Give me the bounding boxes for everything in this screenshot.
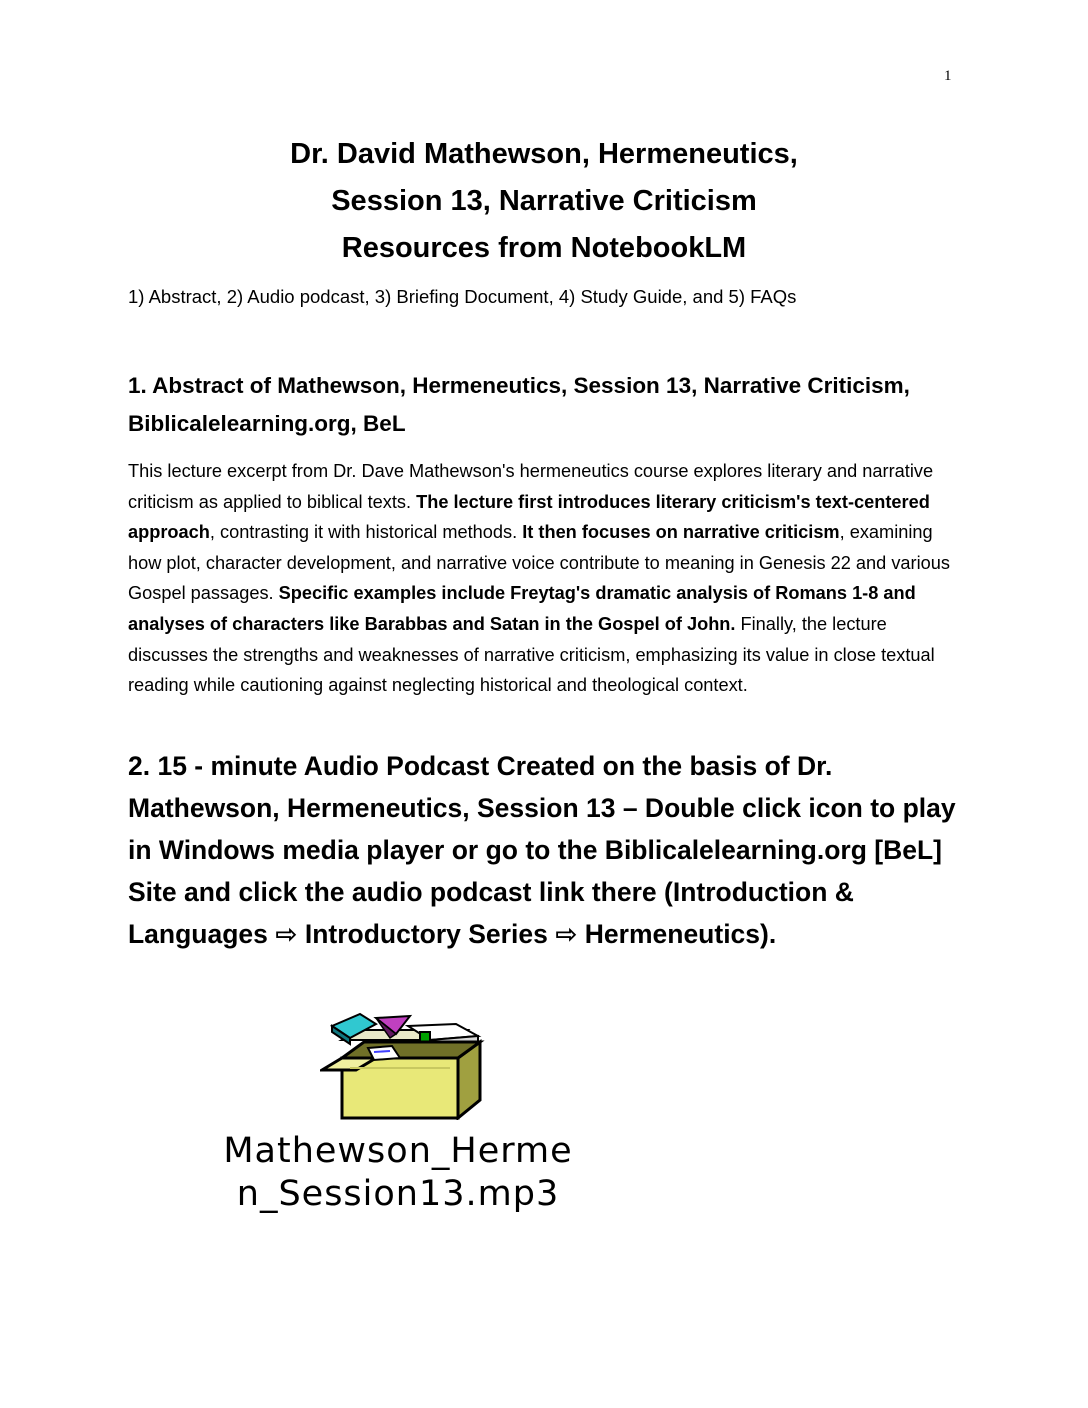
title-line-1: Dr. David Mathewson, Hermeneutics, (290, 138, 798, 170)
title-line-3: Resources from NotebookLM (341, 232, 747, 264)
abstract-bold-2: It then focuses on narrative criticism (522, 522, 840, 543)
arrow-right-icon: ⇨ (275, 919, 298, 949)
abstract-heading: 1. Abstract of Mathewson, Hermeneutics, Session 13, Narrative Criticism, Biblicalelearning.org, BeL (128, 373, 910, 436)
abstract-text-1: This lecture excerpt from Dr. Dave Mathewson's hermeneutics course explores literary and narrative criticism as applied to biblical texts. (128, 461, 934, 512)
document-title (0, 131, 1088, 272)
podcast-heading-part-1: 2. 15 - minute Audio Podcast Created on the basis of Dr. Mathewson, Hermeneutics, Session 13 – Double click icon to play in Windows media player or go to the Biblicalelearning.org [BeL] Site and click the audio podcast link there (Introduction & Languages (128, 751, 956, 949)
podcast-heading-part-2: Introductory Series (297, 919, 556, 949)
audio-file-link[interactable] (128, 1130, 668, 1216)
file-label-line-1: Mathewson_Herme (223, 1131, 573, 1171)
abstract-bold-1: The lecture first introduces literary criticism's text-centered approach (128, 491, 930, 543)
page-number: 1 (944, 68, 952, 84)
title-line-2: Session 13, Narrative Criticism (331, 185, 757, 217)
abstract-paragraph (128, 456, 958, 701)
abstract-text-4: Finally, the lecture discusses the strengths and weaknesses of narrative criticism, emphasizing its value in close textual reading while cautioning against neglecting historical and theological context. (128, 613, 935, 696)
file-label-line-2: n_Session13.mp3 (236, 1174, 560, 1214)
abstract-text-3: , examining how plot, character development, and narrative voice contribute to meaning in Genesis 22 and various Gospel passages. (128, 522, 950, 604)
package-icon[interactable] (320, 1012, 488, 1120)
abstract-bold-3: Specific examples include Freytag's dramatic analysis of Romans 1-8 and analyses of characters like Barabbas and Satan in the Gospel of John. (128, 583, 916, 634)
podcast-heading-part-3: Hermeneutics). (577, 919, 777, 949)
podcast-heading (128, 745, 978, 955)
contents-list: 1) Abstract, 2) Audio podcast, 3) Briefing Document, 4) Study Guide, and 5) FAQs (128, 286, 797, 307)
abstract-text-2: , contrasting it with historical methods. (209, 522, 523, 543)
arrow-right-icon: ⇨ (555, 919, 578, 949)
